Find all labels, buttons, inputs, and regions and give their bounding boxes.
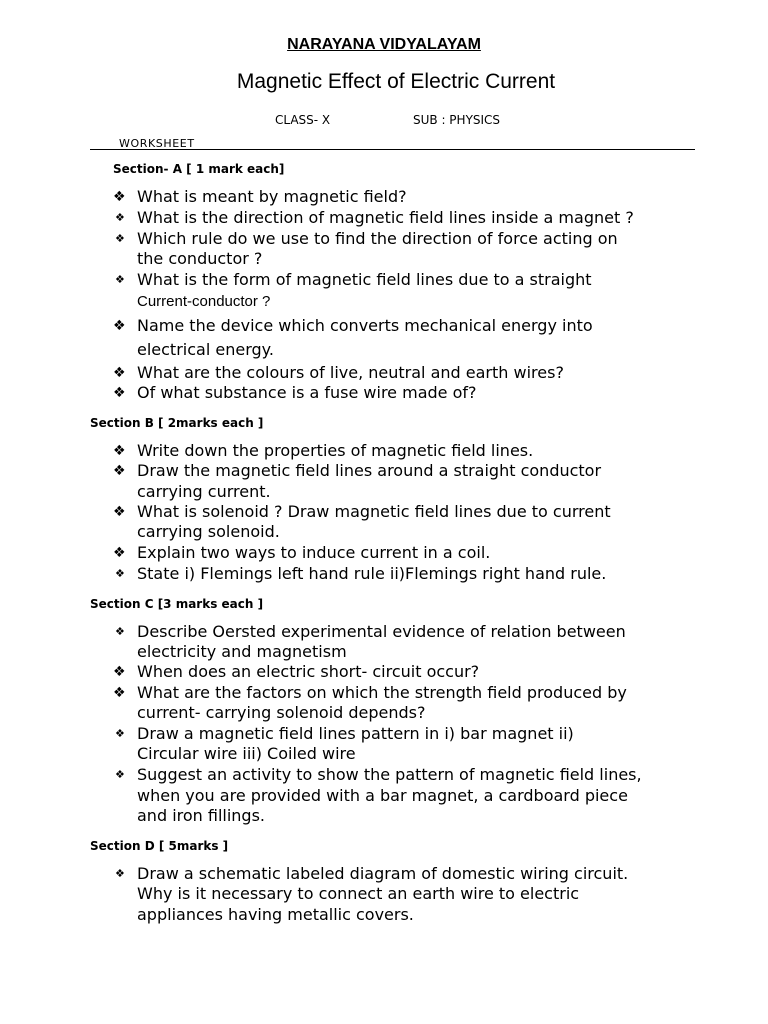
question-c4-line2: Circular wire iii) Coiled wire xyxy=(137,744,356,763)
diamond-bullet-icon: ❖ xyxy=(113,545,126,561)
diamond-bullet-icon: ❖ xyxy=(115,567,125,580)
school-name: NARAYANA VIDYALAYAM xyxy=(287,36,481,53)
diamond-bullet-icon: ❖ xyxy=(115,211,125,224)
diamond-bullet-icon: ❖ xyxy=(115,625,125,638)
diamond-bullet-icon: ❖ xyxy=(113,318,126,334)
diamond-bullet-icon: ❖ xyxy=(113,189,126,205)
question-b3-line1: What is solenoid ? Draw magnetic field lines due to current xyxy=(137,502,611,521)
question-d1-line2: Why is it necessary to connect an earth wire to electric xyxy=(137,884,580,903)
diamond-bullet-icon: ❖ xyxy=(113,504,126,520)
question-a3-line1: Which rule do we use to find the direction of force acting on xyxy=(137,229,618,248)
question-a7: Of what substance is a fuse wire made of? xyxy=(137,383,477,402)
diamond-bullet-icon: ❖ xyxy=(113,664,126,680)
question-a3-line2: the conductor ? xyxy=(137,249,263,268)
question-d1-line1: Draw a schematic labeled diagram of domestic wiring circuit. xyxy=(137,864,629,883)
diamond-bullet-icon: ❖ xyxy=(113,443,126,459)
question-c1-line1: Describe Oersted experimental evidence of relation between xyxy=(137,622,626,641)
diamond-bullet-icon: ❖ xyxy=(113,463,126,479)
document-title: Magnetic Effect of Electric Current xyxy=(236,70,556,93)
question-c5-line1: Suggest an activity to show the pattern of magnetic field lines, xyxy=(137,765,642,784)
question-a1: What is meant by magnetic field? xyxy=(137,187,407,206)
diamond-bullet-icon: ❖ xyxy=(115,273,125,286)
class-label: CLASS- X xyxy=(275,113,331,127)
subject-label: SUB : PHYSICS xyxy=(413,113,501,127)
question-c5-line2: when you are provided with a bar magnet, a cardboard piece xyxy=(137,786,628,805)
diamond-bullet-icon: ❖ xyxy=(115,867,125,880)
question-b3-line2: carrying solenoid. xyxy=(137,522,280,541)
diamond-bullet-icon: ❖ xyxy=(113,385,126,401)
question-c4-line1: Draw a magnetic field lines pattern in i) bar magnet ii) xyxy=(137,724,574,743)
question-c3-line1: What are the factors on which the strength field produced by xyxy=(137,683,627,702)
section-a-heading: Section- A [ 1 mark each] xyxy=(113,162,285,176)
section-c-heading: Section C [3 marks each ] xyxy=(90,597,264,611)
diamond-bullet-icon: ❖ xyxy=(115,232,125,245)
question-a2: What is the direction of magnetic field lines inside a magnet ? xyxy=(137,208,634,227)
question-a5-line2: electrical energy. xyxy=(137,340,274,359)
question-b5: State i) Flemings left hand rule ii)Flemings right hand rule. xyxy=(137,564,607,583)
section-d-heading: Section D [ 5marks ] xyxy=(90,839,229,853)
question-b4: Explain two ways to induce current in a coil. xyxy=(137,543,491,562)
question-c5-line3: and iron fillings. xyxy=(137,806,266,825)
diamond-bullet-icon: ❖ xyxy=(115,768,125,781)
question-a4-line2: Current-conductor ? xyxy=(137,293,271,310)
question-a6: What are the colours of live, neutral and earth wires? xyxy=(137,363,564,382)
worksheet-label: WORKSHEET xyxy=(119,137,195,150)
question-a4-line1: What is the form of magnetic field lines due to a straight xyxy=(137,270,592,289)
diamond-bullet-icon: ❖ xyxy=(113,685,126,701)
diamond-bullet-icon: ❖ xyxy=(115,727,125,740)
question-c1-line2: electricity and magnetism xyxy=(137,642,347,661)
question-c2: When does an electric short- circuit occur? xyxy=(137,662,480,681)
header-divider xyxy=(90,149,695,150)
question-b2-line2: carrying current. xyxy=(137,482,271,501)
question-b2-line1: Draw the magnetic field lines around a straight conductor xyxy=(137,461,602,480)
section-b-heading: Section B [ 2marks each ] xyxy=(90,416,264,430)
question-c3-line2: current- carrying solenoid depends? xyxy=(137,703,426,722)
question-a5-line1: Name the device which converts mechanical energy into xyxy=(137,316,593,335)
question-b1: Write down the properties of magnetic field lines. xyxy=(137,441,534,460)
question-d1-line3: appliances having metallic covers. xyxy=(137,905,414,924)
diamond-bullet-icon: ❖ xyxy=(113,365,126,381)
